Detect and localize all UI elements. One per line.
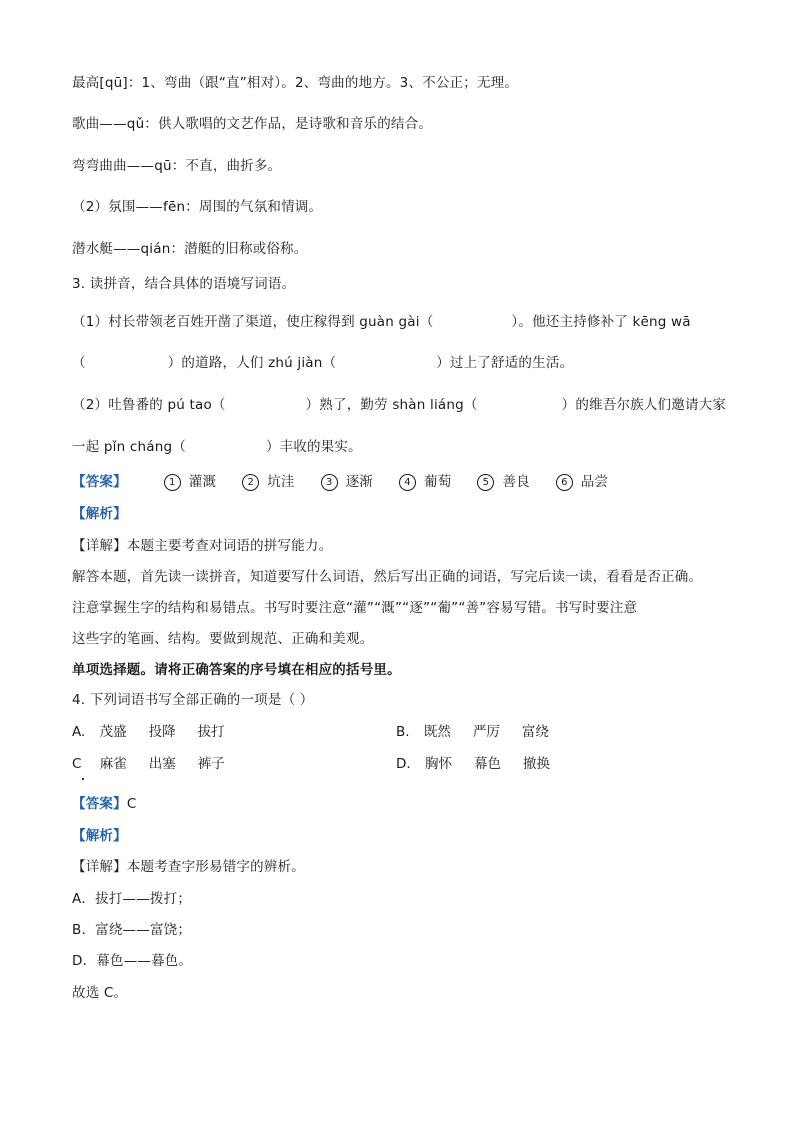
option-label: B. [396,724,410,740]
option-a [72,722,247,742]
answer-3-item [164,472,216,492]
question-3-part1-line2 [72,353,573,373]
definition-qian: 潜水艇——qián：潜艇的旧称或俗称。 [72,241,308,257]
analysis-3-tag [72,504,127,524]
option-word: 麻雀 [99,756,127,772]
circled-number: 3 [321,474,338,491]
q3-text: （1）村长带领老百姓开凿了渠道，使庄稼得到 guàn gài（ [72,314,434,330]
answer-tag: 【答案】 [72,796,127,812]
option-word: 拔打 [197,724,225,740]
option-label: D. [396,756,411,772]
question-3-title: 3. 读拼音，结合具体的语境写词语。 [72,276,296,292]
q3-text: （ [72,355,86,371]
question-3-part2-line1 [72,395,726,415]
analysis-tag: 【解析】 [72,828,127,844]
option-b [396,722,571,742]
answer-3-item [556,472,608,492]
q3-text: ）。他还主持修补了 kēng wā [511,314,691,330]
q3-text: ）的维吾尔族人们邀请大家 [561,397,727,413]
answer-word: 品尝 [580,474,609,490]
circled-number: 4 [399,474,416,491]
definition-qu-2: 歌曲——qǔ：供人歌唱的文艺作品，是诗歌和音乐的结合。 [72,116,433,132]
q3-text: ）过上了舒适的生活。 [436,355,574,371]
option-c [72,754,247,774]
answer-word: 灌溉 [188,474,217,490]
detail-4: 【详解】本题考查字形易错字的辨析。 [72,859,305,875]
answer-3-row [72,472,634,492]
circled-number: 1 [164,474,181,491]
option-word: 裤子 [197,756,225,772]
answer-3-item [477,472,529,492]
option-label: A. [72,724,86,740]
option-d [396,754,572,774]
q3-text: ）的道路，人们 zhú jiàn（ [167,355,337,371]
definition-qu-1: 最高[qū]：1、弯曲（跟“直”相对）。2、弯曲的地方。3、不公正；无理。 [72,75,519,91]
definition-qu-3: 弯弯曲曲——qū：不直，曲折多。 [72,158,282,174]
answer-3-item [399,472,451,492]
correction-a: A．拔打——拨打； [72,891,192,907]
question-3-part1-line1 [72,312,691,332]
conclusion: 故选 C。 [72,985,128,1001]
option-word: 幕色 [473,756,501,772]
option-word: 茂盛 [99,724,127,740]
q3-text: ）熟了，勤劳 shàn liáng（ [305,397,478,413]
answer-4-row [72,794,136,814]
option-word: 撤换 [522,756,550,772]
analysis-tag: 【解析】 [72,506,127,522]
option-word: 出塞 [148,756,176,772]
analysis-4-tag [72,826,127,846]
detail-3: 【详解】本题主要考查对词语的拼写能力。 [72,538,333,554]
answer-4-value: C [126,796,137,812]
q3-text: 一起 pǐn cháng（ [72,439,186,455]
question-3-part2-line2 [72,437,362,457]
answer-word: 逐渐 [345,474,374,490]
explanation-line-1: 解答本题，首先读一读拼音，知道要写什么词语，然后写出正确的词语，写完后读一读，看看是否正确。 [72,569,703,585]
option-word: 胸怀 [424,756,452,772]
explanation-line-2: 注意掌握生字的结构和易错点。书写时要注意“灌”“溉”“逐”“葡”“善”容易写错。书写时要注意 [72,600,638,616]
explanation-line-3: 这些字的笔画、结构。要做到规范、正确和美观。 [72,631,374,647]
section-title: 单项选择题。请将正确答案的序号填在相应的括号里。 [72,662,401,678]
option-word: 严厉 [472,724,500,740]
answer-3-item [321,472,373,492]
q3-text: （2）吐鲁番的 pú tao（ [72,397,226,413]
answer-word: 坑洼 [267,474,295,490]
circled-number: 6 [556,474,573,491]
correction-d: D．幕色——暮色。 [72,953,193,969]
correction-b: B．富绕——富饶； [72,922,192,938]
option-word: 投降 [148,724,176,740]
answer-tag: 【答案】 [72,474,127,490]
stray-dot [82,778,84,780]
definition-fen: （2）氛围——fēn：周围的气氛和情调。 [72,199,323,215]
answer-3-list [164,474,634,490]
option-label: C [72,756,82,772]
option-word: 富绕 [521,724,549,740]
answer-3-item [242,472,294,492]
answer-word: 葡萄 [424,474,452,490]
answer-word: 善良 [502,474,530,490]
circled-number: 2 [242,474,259,491]
option-word: 既然 [423,724,451,740]
question-4-title: 4. 下列词语书写全部正确的一项是（ ） [72,692,314,708]
q3-text: ）丰收的果实。 [265,439,362,455]
circled-number: 5 [477,474,494,491]
